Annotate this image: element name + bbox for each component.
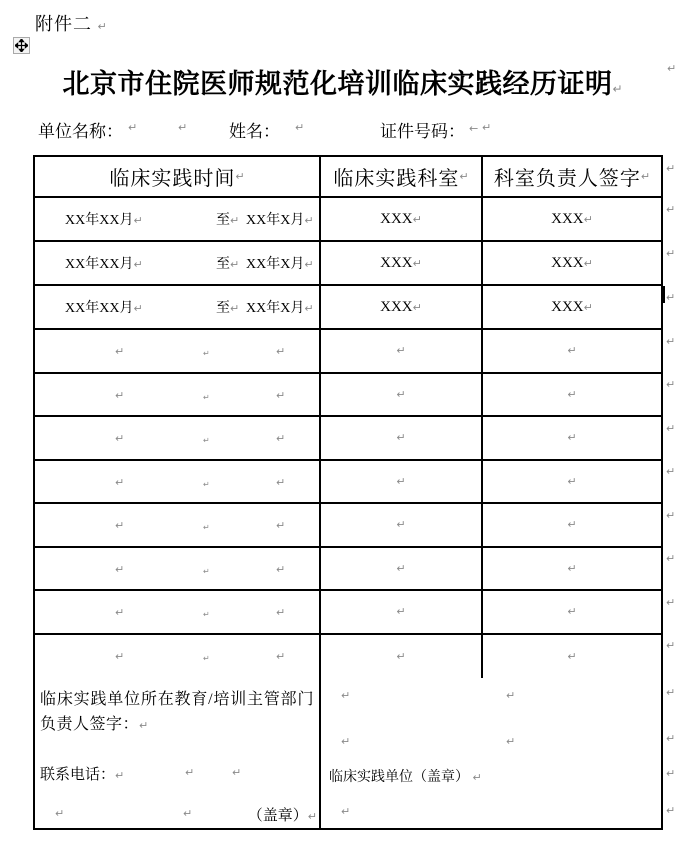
paragraph-mark: ↵: [341, 689, 351, 702]
paragraph-mark: ↵: [295, 121, 305, 134]
paragraph-mark: ↵: [666, 422, 676, 435]
department-value: XXX: [380, 254, 413, 271]
paragraph-mark: ↵: [232, 766, 242, 779]
paragraph-mark: ↵: [115, 345, 125, 358]
practice-end: XX年X月↵: [246, 301, 314, 316]
person-name-field[interactable]: [229, 117, 280, 142]
cell-practice-time[interactable]: [35, 417, 321, 459]
paragraph-mark: ↵: [666, 639, 676, 652]
paragraph-mark: ↵: [304, 302, 314, 315]
cell-department[interactable]: [321, 330, 483, 372]
signature-value: XXX: [551, 210, 584, 227]
paragraph-mark: ↵: [203, 523, 210, 532]
cell-signature[interactable]: [483, 330, 661, 372]
paragraph-mark: ↵: [567, 431, 577, 445]
cell-department[interactable]: [321, 242, 483, 284]
paragraph-mark: ↵: [482, 121, 492, 134]
paragraph-mark: ↵: [203, 479, 210, 489]
attachment-label-text: 附件二: [35, 14, 92, 34]
cell-department[interactable]: [321, 504, 483, 546]
cell-signature[interactable]: [483, 198, 661, 240]
empty-row: [35, 330, 661, 374]
table-move-handle-icon[interactable]: [13, 37, 30, 54]
practice-start: XX年XX月↵: [65, 257, 143, 272]
paragraph-mark: ↵: [506, 735, 516, 748]
table-header-row: [35, 157, 661, 198]
paragraph-mark: ↵: [203, 653, 210, 663]
paragraph-mark: ↵: [412, 256, 422, 270]
paragraph-mark: ↵: [276, 475, 286, 489]
paragraph-mark: ↵: [115, 519, 125, 532]
cell-practice-time[interactable]: [35, 591, 321, 633]
paragraph-mark: ↵: [666, 378, 676, 391]
paragraph-mark: ↵: [666, 804, 676, 817]
move-arrows-icon: [15, 39, 28, 52]
paragraph-mark: ↵: [115, 606, 125, 619]
paragraph-mark: ↵: [567, 344, 577, 358]
paragraph-mark: ↵: [396, 561, 406, 575]
paragraph-mark: ↵: [203, 610, 210, 619]
cell-signature[interactable]: [483, 417, 661, 459]
table-footer-row: [35, 678, 661, 828]
practice-end: XX年X月↵: [246, 257, 314, 272]
unit-seal-label: [329, 766, 482, 786]
paragraph-mark: ↵: [396, 431, 406, 445]
paragraph-mark: ↵: [115, 475, 125, 489]
cell-practice-time[interactable]: [35, 461, 321, 503]
paragraph-mark: ↵: [666, 203, 676, 216]
paragraph-mark: ↵: [97, 20, 107, 33]
cell-practice-time[interactable]: [35, 286, 321, 328]
paragraph-mark: ↵: [412, 300, 422, 314]
paragraph-mark: ↵: [396, 474, 406, 488]
paragraph-mark: ↵: [133, 214, 143, 227]
paragraph-mark: ↵: [666, 552, 676, 565]
cell-signature[interactable]: [483, 548, 661, 590]
header-signature-text: 科室负责人签字: [493, 168, 641, 190]
empty-row: [35, 504, 661, 548]
paragraph-mark: ↵: [472, 771, 482, 784]
cell-practice-time[interactable]: [35, 635, 321, 679]
cell-department[interactable]: [321, 635, 483, 679]
tab-mark: ←: [469, 122, 479, 135]
unit-name-label: 单位名称：: [38, 122, 123, 141]
cell-signature[interactable]: [483, 286, 661, 328]
paragraph-mark: ↵: [276, 649, 286, 663]
paragraph-mark: ↵: [128, 121, 138, 134]
cell-practice-time[interactable]: [35, 330, 321, 372]
paragraph-mark: ↵: [396, 387, 406, 401]
paragraph-mark: ↵: [115, 562, 125, 576]
cell-department[interactable]: [321, 374, 483, 416]
paragraph-mark: ↵: [666, 732, 676, 745]
paragraph-mark: ↵: [203, 349, 210, 358]
header-cell-department[interactable]: [321, 157, 483, 196]
paragraph-mark: ↵: [139, 719, 149, 732]
paragraph-mark: ↵: [230, 214, 240, 227]
paragraph-mark: ↵: [276, 432, 286, 445]
header-cell-signature[interactable]: [483, 157, 661, 196]
paragraph-mark: ↵: [396, 649, 406, 663]
unit-seal-text: 临床实践单位（盖章）: [329, 770, 469, 785]
paragraph-mark: ↵: [203, 392, 210, 402]
paragraph-mark: ↵: [612, 82, 623, 96]
paragraph-mark: ↵: [230, 302, 240, 315]
cell-department[interactable]: [321, 461, 483, 503]
paragraph-mark: ↵: [115, 769, 125, 782]
paragraph-mark: ↵: [567, 561, 577, 575]
cell-signature[interactable]: [483, 504, 661, 546]
paragraph-mark: ↵: [583, 300, 593, 314]
practice-row: [35, 198, 661, 242]
paragraph-mark: ↵: [396, 605, 406, 619]
paragraph-mark: ↵: [567, 518, 577, 532]
cell-department[interactable]: [321, 548, 483, 590]
paragraph-mark: ↵: [304, 258, 314, 271]
id-number-label: 证件号码：: [380, 122, 465, 141]
cell-department[interactable]: [321, 286, 483, 328]
attachment-label: [35, 10, 107, 36]
paragraph-mark: ↵: [230, 258, 240, 271]
paragraph-mark: ↵: [666, 465, 676, 478]
document-title: [0, 62, 685, 101]
cell-department[interactable]: [321, 591, 483, 633]
paragraph-mark: ↵: [203, 566, 210, 576]
paragraph-mark: ↵: [55, 807, 65, 820]
authority-line2-text: 负责人签字：: [40, 716, 140, 733]
paragraph-mark: ↵: [133, 302, 143, 315]
authority-seal-label: [248, 804, 317, 825]
cell-practice-time[interactable]: [35, 374, 321, 416]
authority-line1: 临床实践单位所在教育/培训主管部门: [40, 691, 314, 708]
paragraph-mark: ↵: [666, 247, 676, 260]
phone-field[interactable]: [40, 763, 124, 784]
paragraph-mark: ↵: [276, 562, 286, 576]
cell-signature[interactable]: [483, 591, 661, 633]
empty-row: [35, 461, 661, 505]
department-value: XXX: [380, 298, 413, 315]
empty-row: [35, 417, 661, 461]
empty-row: [35, 548, 661, 592]
authority-seal-text: （盖章）: [247, 808, 308, 824]
person-name-label: 姓名：: [229, 122, 280, 141]
practice-to: 至↵: [216, 257, 240, 272]
cell-department[interactable]: [321, 417, 483, 459]
text-caret: [662, 286, 665, 303]
paragraph-mark: ↵: [396, 518, 406, 532]
paragraph-mark: ↵: [276, 345, 286, 358]
header-department-text: 临床实践科室: [333, 168, 460, 190]
paragraph-mark: ↵: [178, 121, 188, 134]
cell-practice-time[interactable]: [35, 504, 321, 546]
practice-to: 至↵: [216, 301, 240, 316]
paragraph-mark: ↵: [276, 388, 286, 402]
cell-signature[interactable]: [483, 374, 661, 416]
paragraph-mark: ↵: [583, 256, 593, 270]
cell-signature[interactable]: [483, 635, 661, 679]
phone-label: 联系电话：: [40, 767, 116, 783]
cell-practice-time[interactable]: [35, 548, 321, 590]
paragraph-mark: ↵: [276, 519, 286, 532]
empty-row: [35, 635, 661, 679]
paragraph-mark: ↵: [133, 258, 143, 271]
paragraph-mark: ↵: [640, 170, 651, 183]
practice-to: 至↵: [216, 213, 240, 228]
paragraph-mark: ↵: [235, 170, 245, 183]
header-practice-time-text: 临床实践时间: [109, 168, 236, 190]
id-number-field[interactable]: [380, 117, 465, 142]
paragraph-mark: ↵: [666, 767, 676, 780]
empty-row: [35, 591, 661, 635]
cell-signature[interactable]: [483, 242, 661, 284]
department-value: XXX: [380, 210, 413, 227]
practice-start: XX年XX月↵: [65, 213, 143, 228]
paragraph-mark: ↵: [666, 335, 676, 348]
paragraph-mark: ↵: [666, 686, 676, 699]
paragraph-mark: ↵: [666, 509, 676, 522]
footer-unit-seal-cell[interactable]: [321, 678, 661, 828]
paragraph-mark: ↵: [667, 62, 677, 75]
practice-row: [35, 242, 661, 286]
practice-experience-table: [33, 155, 663, 830]
paragraph-mark: ↵: [666, 291, 676, 304]
paragraph-mark: ↵: [115, 649, 125, 663]
paragraph-mark: ↵: [115, 388, 125, 402]
paragraph-mark: ↵: [307, 810, 317, 823]
authority-line2: [40, 711, 148, 734]
paragraph-mark: ↵: [459, 170, 469, 183]
header-cell-practice-time[interactable]: [35, 157, 321, 196]
paragraph-mark: ↵: [341, 805, 351, 818]
footer-authority-cell[interactable]: [35, 678, 321, 828]
paragraph-mark: ↵: [183, 807, 193, 820]
paragraph-mark: ↵: [341, 735, 351, 748]
paragraph-mark: ↵: [276, 606, 286, 619]
paragraph-mark: ↵: [666, 162, 676, 175]
practice-end: XX年X月↵: [246, 213, 314, 228]
document-title-text: 北京市住院医师规范化培训临床实践经历证明: [62, 69, 613, 99]
paragraph-mark: ↵: [396, 344, 406, 358]
paragraph-mark: ↵: [185, 766, 195, 779]
paragraph-mark: ↵: [583, 212, 593, 226]
cell-practice-time[interactable]: [35, 242, 321, 284]
paragraph-mark: ↵: [567, 649, 577, 663]
paragraph-mark: ↵: [203, 436, 210, 445]
paragraph-mark: ↵: [115, 432, 125, 445]
paragraph-mark: ↵: [666, 596, 676, 609]
cell-department[interactable]: [321, 198, 483, 240]
practice-row: [35, 286, 661, 330]
paragraph-mark: ↵: [412, 212, 422, 226]
cell-practice-time[interactable]: [35, 198, 321, 240]
cell-signature[interactable]: [483, 461, 661, 503]
paragraph-mark: ↵: [567, 605, 577, 619]
paragraph-mark: ↵: [567, 474, 577, 488]
paragraph-mark: ↵: [567, 387, 577, 401]
paragraph-mark: ↵: [304, 214, 314, 227]
paragraph-mark: ↵: [506, 689, 516, 702]
signature-value: XXX: [551, 298, 584, 315]
unit-name-field[interactable]: [38, 117, 123, 142]
practice-start: XX年XX月↵: [65, 301, 143, 316]
empty-row: [35, 374, 661, 418]
signature-value: XXX: [551, 254, 584, 271]
